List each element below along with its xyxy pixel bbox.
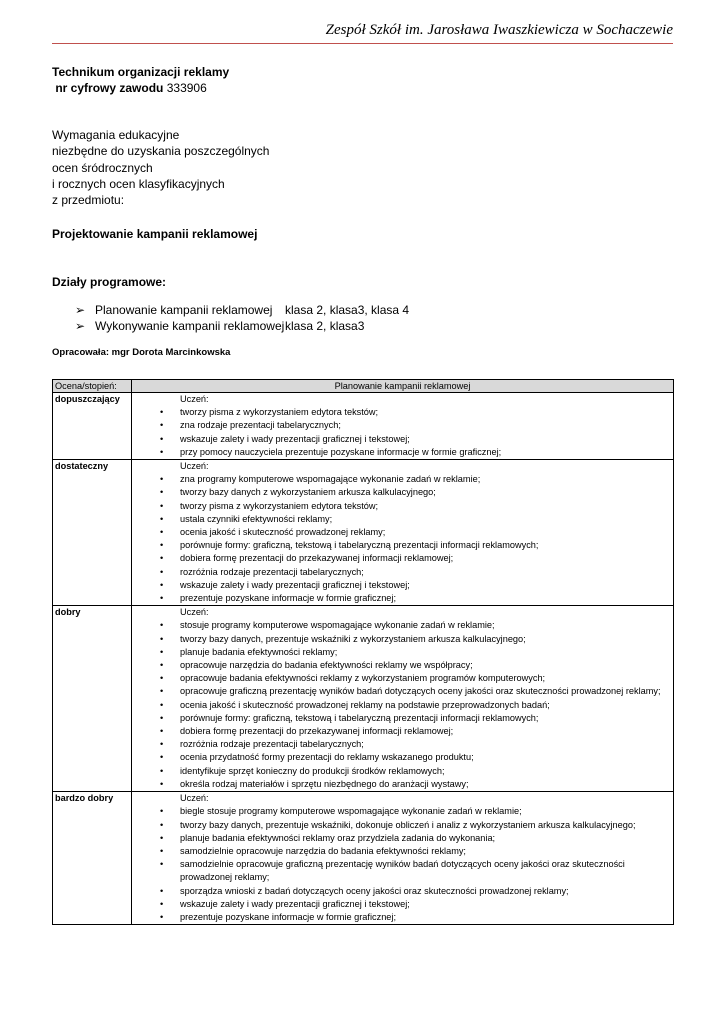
requirements-list — [132, 805, 671, 924]
table-row — [53, 460, 674, 606]
list-item: • ustala czynniki efektywności reklamy; — [132, 513, 671, 526]
profession-code-value: 333906 — [166, 81, 207, 96]
list-item: • prezentuje pozyskane informacje w formie graficznej; — [132, 911, 671, 924]
list-item: • przy pomocy nauczyciela prezentuje pozyskane informacje w formie graficznej; — [132, 446, 671, 459]
profession-code-line — [52, 80, 229, 96]
list-item: • rozróżnia rodzaje prezentacji tabelarycznych; — [132, 738, 671, 751]
list-item: • tworzy pisma z wykorzystaniem edytora tekstów; — [132, 500, 671, 513]
program-section-name: Wykonywanie kampanii reklamowej — [95, 319, 285, 333]
requirements-cell — [132, 606, 674, 792]
list-item: • ocenia jakość i skuteczność prowadzonej reklamy na podstawie przeprowadzonych badań; — [132, 699, 671, 712]
arrow-bullet-icon: ➢ — [75, 303, 86, 317]
list-item: • planuje badania efektywności reklamy oraz przydziela zadania do wykonania; — [132, 832, 671, 845]
grade-cell: dopuszczający — [53, 393, 132, 460]
table-body — [53, 393, 674, 925]
list-item: • opracowuje badania efektywności reklamy z wykorzystaniem programów komputerowych; — [132, 672, 671, 685]
list-item: • wskazuje zalety i wady prezentacji graficznej i tekstowej; — [132, 433, 671, 446]
requirements-cell — [132, 393, 674, 460]
program-section-classes: klasa 2, klasa3 — [285, 319, 365, 333]
list-item: • rozróżnia rodzaje prezentacji tabelarycznych; — [132, 566, 671, 579]
table-row — [53, 792, 674, 925]
requirements-cell — [132, 792, 674, 925]
list-item: • tworzy pisma z wykorzystaniem edytora tekstów; — [132, 406, 671, 419]
program-section — [75, 318, 409, 334]
table-row — [53, 393, 674, 460]
list-item: • wskazuje zalety i wady prezentacji graficznej i tekstowej; — [132, 579, 671, 592]
list-item: • tworzy bazy danych, prezentuje wskaźniki, dokonuje obliczeń i analiz z wykorzystaniem arkusza kalkulacyjnego; — [132, 819, 671, 832]
requirements-line: niezbędne do uzyskania poszczególnych — [52, 144, 270, 159]
topic-column-header: Planowanie kampanii reklamowej — [132, 380, 674, 393]
list-item: • biegle stosuje programy komputerowe wspomagające wykonanie zadań w reklamie; — [132, 805, 671, 818]
requirements-block — [52, 127, 269, 208]
list-item: • zna rodzaje prezentacji tabelarycznych; — [132, 419, 671, 432]
requirements-list — [132, 473, 671, 605]
list-item: • ocenia przydatność formy prezentacji do reklamy wskazanego produktu; — [132, 751, 671, 764]
student-label: Uczeń: — [180, 793, 209, 804]
requirements-line: ocen śródrocznych — [52, 160, 153, 175]
list-item: • planuje badania efektywności reklamy; — [132, 646, 671, 659]
list-item: • stosuje programy komputerowe wspomagające wykonanie zadań w reklamie; — [132, 619, 671, 632]
sections-title: Działy programowe: — [52, 275, 167, 289]
list-item: • samodzielnie opracowuje graficzną prezentację wyników badań dotyczących oceny jakości oraz skuteczności prowadzonej reklamy; — [132, 858, 671, 884]
intro-block — [52, 64, 229, 97]
school-header: Zespół Szkół im. Jarosława Iwaszkiewicza w Sochaczewie — [325, 22, 673, 38]
grade-cell: dostateczny — [53, 460, 132, 606]
requirements-cell — [132, 460, 674, 606]
profession-code-label: nr cyfrowy zawodu — [55, 81, 164, 96]
list-item: • opracowuje graficzną prezentację wyników badań dotyczących oceny jakości oraz skuteczności prowadzonej reklamy; — [132, 685, 671, 698]
grade-cell: bardzo dobry — [53, 792, 132, 925]
program-sections-list — [75, 302, 409, 334]
author-line: Opracowała: mgr Dorota Marcinkowska — [52, 347, 231, 358]
requirements-line: Wymagania edukacyjne — [52, 128, 180, 142]
header-divider — [52, 43, 673, 44]
grade-column-header: Ocena/stopień: — [53, 380, 132, 393]
subject-title: Projektowanie kampanii reklamowej — [52, 227, 258, 241]
list-item: • sporządza wnioski z badań dotyczących oceny jakości oraz skuteczności prowadzonej reklamy; — [132, 885, 671, 898]
list-item: • tworzy bazy danych, prezentuje wskaźniki z wykorzystaniem arkusza kalkulacyjnego; — [132, 633, 671, 646]
requirements-line: z przedmiotu: — [52, 193, 125, 208]
program-section — [75, 302, 409, 318]
requirements-table — [52, 379, 674, 925]
list-item: • dobiera formę prezentacji do przekazywanej informacji reklamowej; — [132, 552, 671, 565]
requirements-list — [132, 619, 671, 791]
list-item: • identyfikuje sprzęt konieczny do produkcji środków reklamowych; — [132, 765, 671, 778]
list-item: • określa rodzaj materiałów i sprzętu niezbędnego do aranżacji wystawy; — [132, 778, 671, 791]
student-label: Uczeń: — [180, 394, 209, 404]
grade-cell: dobry — [53, 606, 132, 792]
list-item: • zna programy komputerowe wspomagające wykonanie zadań w reklamie; — [132, 473, 671, 486]
arrow-bullet-icon: ➢ — [75, 319, 86, 333]
school-program-title: Technikum organizacji reklamy — [52, 65, 230, 79]
list-item: • dobiera formę prezentacji do przekazywanej informacji reklamowej; — [132, 725, 671, 738]
table-header-row — [53, 380, 674, 393]
list-item: • wskazuje zalety i wady prezentacji graficznej i tekstowej; — [132, 898, 671, 911]
list-item: • prezentuje pozyskane informacje w formie graficznej; — [132, 592, 671, 605]
requirements-line: i rocznych ocen klasyfikacyjnych — [52, 176, 225, 191]
program-section-name: Planowanie kampanii reklamowej — [95, 303, 273, 317]
program-section-classes: klasa 2, klasa3, klasa 4 — [285, 303, 410, 317]
student-label: Uczeń: — [180, 461, 209, 472]
student-label: Uczeń: — [180, 607, 209, 618]
list-item: • ocenia jakość i skuteczność prowadzonej reklamy; — [132, 526, 671, 539]
list-item: • porównuje formy: graficzną, tekstową i tabelaryczną prezentacji informacji reklamowych; — [132, 712, 671, 725]
list-item: • samodzielnie opracowuje narzędzia do badania efektywności reklamy; — [132, 845, 671, 858]
list-item: • porównuje formy: graficzną, tekstową i tabelaryczną prezentacji informacji reklamowych; — [132, 539, 671, 552]
list-item: • tworzy bazy danych z wykorzystaniem arkusza kalkulacyjnego; — [132, 486, 671, 499]
requirements-list — [132, 406, 671, 459]
list-item: • opracowuje narzędzia do badania efektywności reklamy we współpracy; — [132, 659, 671, 672]
table-row — [53, 606, 674, 792]
